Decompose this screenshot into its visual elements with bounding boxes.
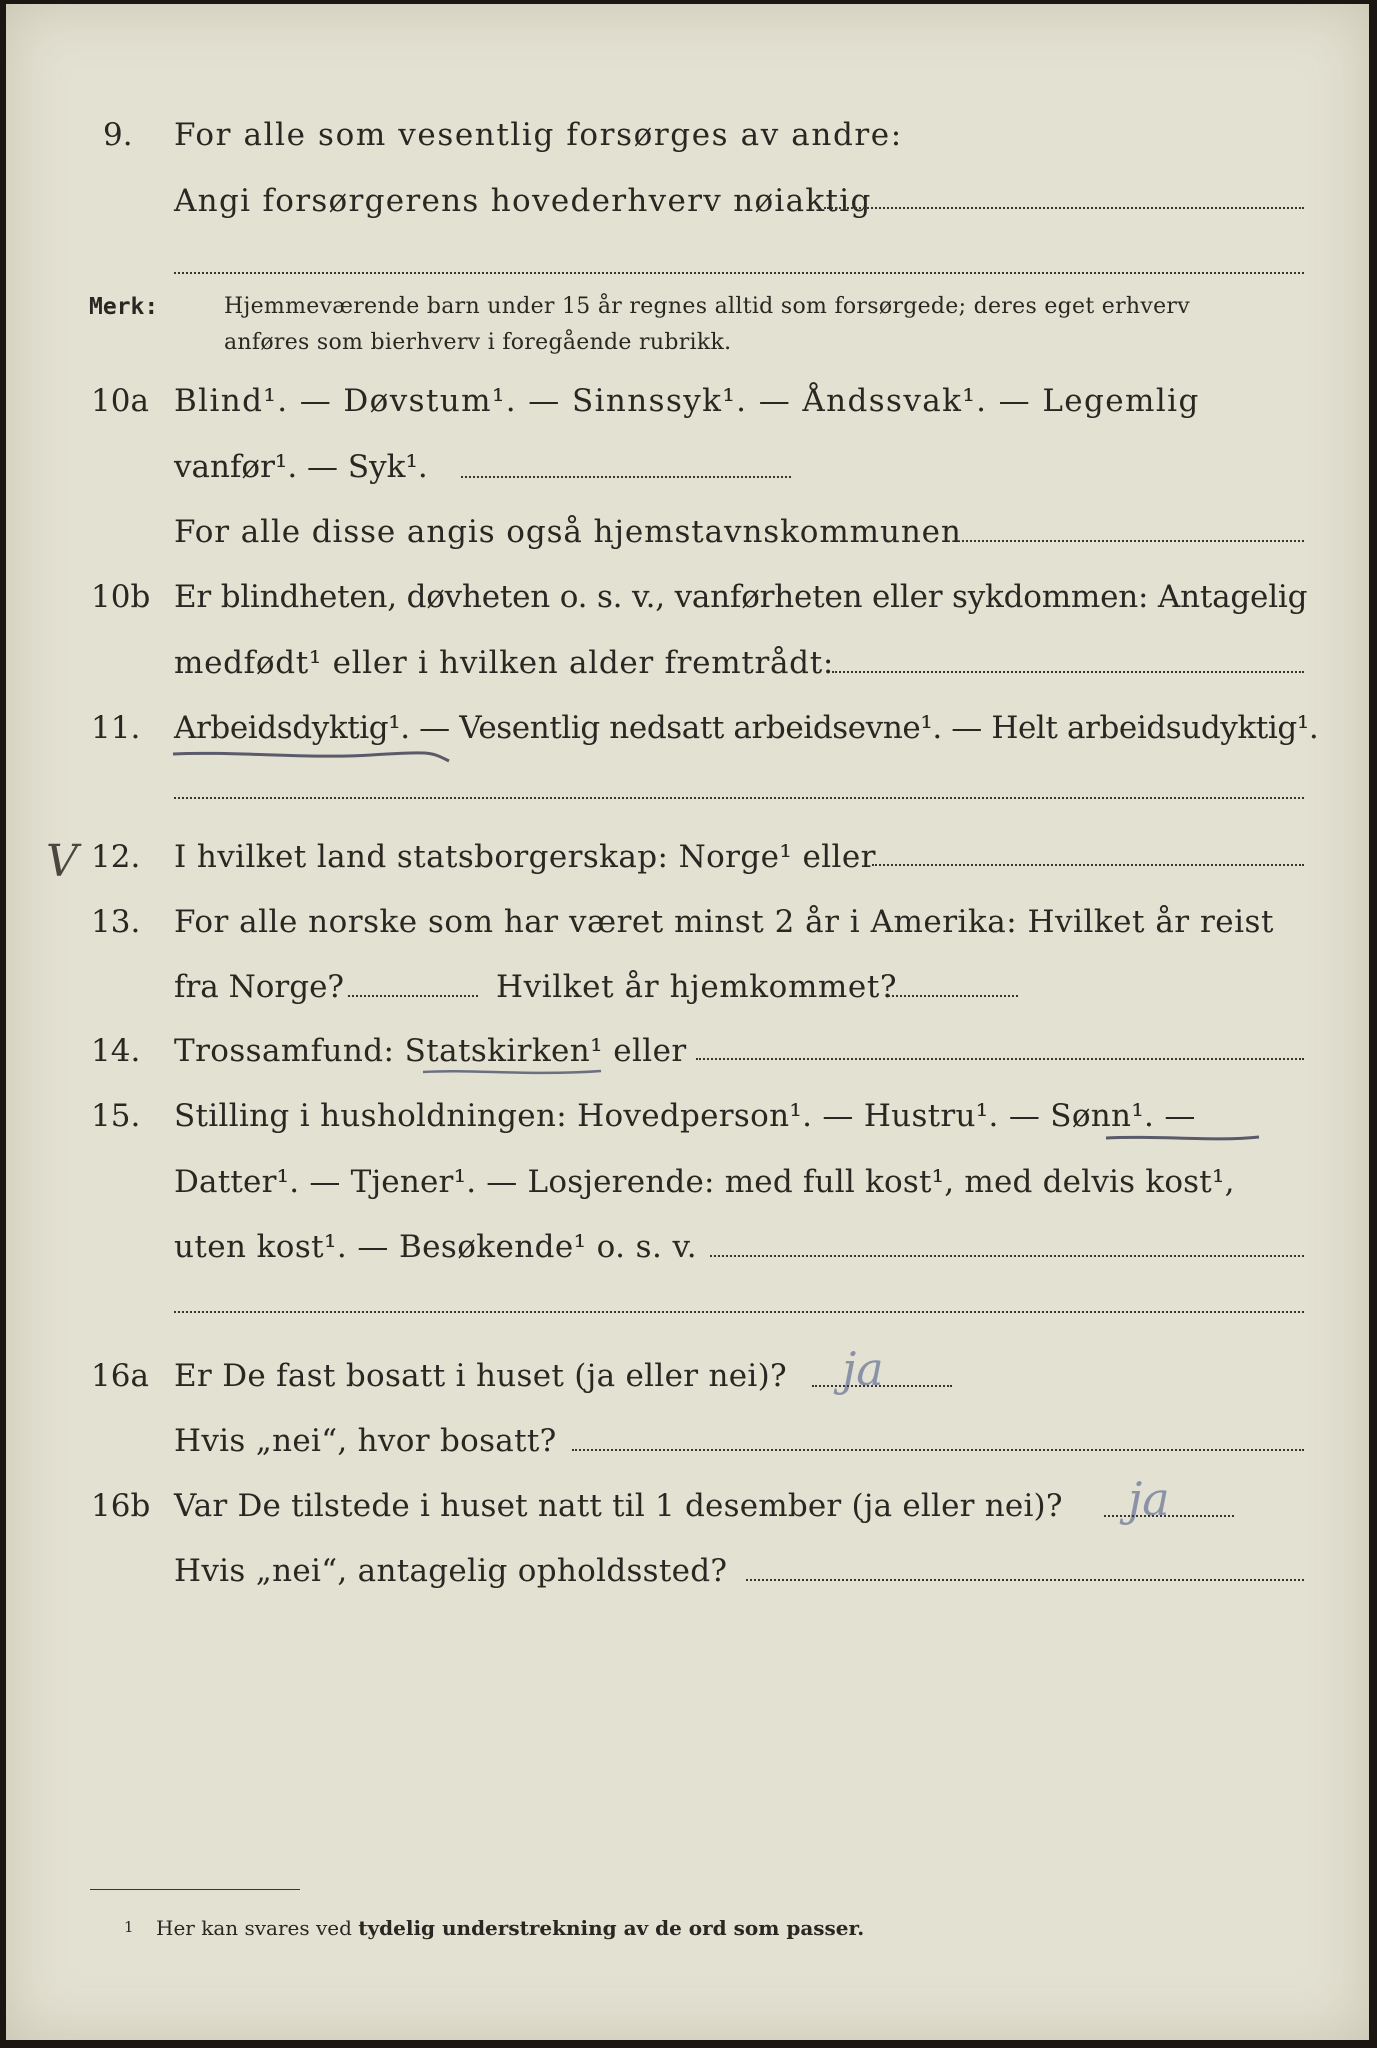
q10a-line1: Blind¹. — Døvstum¹. — Sinnssyk¹. — Åndssvak¹. — Legemlig [174,383,1200,419]
q16a-handwritten-answer: ja [842,1342,884,1396]
margin-tick: V [46,836,78,887]
q15-answer-field[interactable] [710,1255,1304,1257]
q13-line2b: Hvilket år hjemkommet? [496,969,898,1005]
q13-line1: For alle norske som har været minst 2 år i Amerika: Hvilket år reist [174,904,1274,940]
q10a-syk-field[interactable] [461,476,791,478]
q16b-line1: Var De tilstede i huset natt til 1 desember (ja eller nei)? [174,1488,1063,1524]
merk-label: Merk: [89,294,159,320]
q10a-line2: vanfør¹. — Syk¹. [174,449,428,485]
q11-pen-underline [171,746,451,766]
q10a-line3: For alle disse angis også hjemstavnskommunen [174,514,962,550]
footnote-bold: tydelig understrekning av de ord som passer. [358,1916,865,1940]
q15-number: 15. [91,1098,141,1134]
q16b-handwritten-answer: ja [1128,1472,1170,1526]
q15-pen-underline [1104,1132,1264,1148]
q14-number: 14. [91,1033,141,1069]
q10a-number: 10a [91,383,149,419]
q16b-opholdssted-field[interactable] [746,1579,1304,1581]
q16a-bosatt-field[interactable] [572,1449,1304,1451]
q16a-line1: Er De fast bosatt i huset (ja eller nei)? [174,1358,787,1394]
q14-answer-field[interactable] [696,1058,1304,1060]
q15-line1: Stilling i husholdningen: Hovedperson¹. — Hustru¹. — Sønn¹. — [174,1098,1196,1134]
q12-line1: I hvilket land statsborgerskap: Norge¹ eller [174,839,876,875]
q10b-number: 10b [91,579,151,615]
q14-pen-underline [421,1066,611,1082]
q15-answer-field-2[interactable] [174,1311,1304,1313]
q15-line3: uten kost¹. — Besøkende¹ o. s. v. [174,1229,697,1265]
footnote-mark: 1 [124,1918,134,1936]
q9-answer-field[interactable] [824,207,1304,209]
q16b-line2: Hvis „nei“, antagelig opholdssted? [174,1553,728,1589]
q10b-answer-field[interactable] [832,671,1304,673]
q9-line2: Angi forsørgerens hovederhverv nøiaktig [174,183,872,219]
q13-line2a: fra Norge? [174,969,345,1005]
q12-number: 12. [91,839,141,875]
q9-line1: For alle som vesentlig forsørges av andre: [174,117,903,153]
q14-line1: Trossamfund: Statskirken¹ eller [174,1033,687,1069]
q9-number: 9. [103,117,133,153]
q16a-line2: Hvis „nei“, hvor bosatt? [174,1423,557,1459]
q13-reist-field[interactable] [348,995,478,997]
q16a-answer-field[interactable] [812,1385,952,1387]
q16a-number: 16a [91,1358,149,1394]
q10a-kommune-field[interactable] [962,540,1304,542]
merk-line2: anføres som bierhverv i foregående rubrikk. [224,330,732,355]
q13-number: 13. [91,904,141,940]
q11-number: 11. [91,710,141,746]
q12-answer-field[interactable] [872,864,1304,866]
footnote-plain: Her kan svares ved [156,1916,352,1940]
q11-answer-field[interactable] [174,797,1304,799]
footnote-rule [90,1889,300,1890]
q9-answer-field-2[interactable] [174,272,1304,274]
census-form-page [6,4,1369,2040]
q13-hjemkommet-field[interactable] [888,995,1018,997]
merk-line1: Hjemmeværende barn under 15 år regnes alltid som forsørgede; deres eget erhverv [224,294,1190,319]
q10b-line2: medfødt¹ eller i hvilken alder fremtrådt: [174,645,835,681]
q15-line2: Datter¹. — Tjener¹. — Losjerende: med full kost¹, med delvis kost¹, [174,1164,1235,1200]
q16b-answer-field[interactable] [1104,1515,1234,1517]
q10b-line1: Er blindheten, døvheten o. s. v., vanførheten eller sykdommen: Antagelig [174,579,1308,615]
q16b-number: 16b [91,1488,151,1524]
footnote-text [156,1916,864,1940]
q11-line1: Arbeidsdyktig¹. — Vesentlig nedsatt arbeidsevne¹. — Helt arbeidsudyktig¹. [174,710,1319,746]
